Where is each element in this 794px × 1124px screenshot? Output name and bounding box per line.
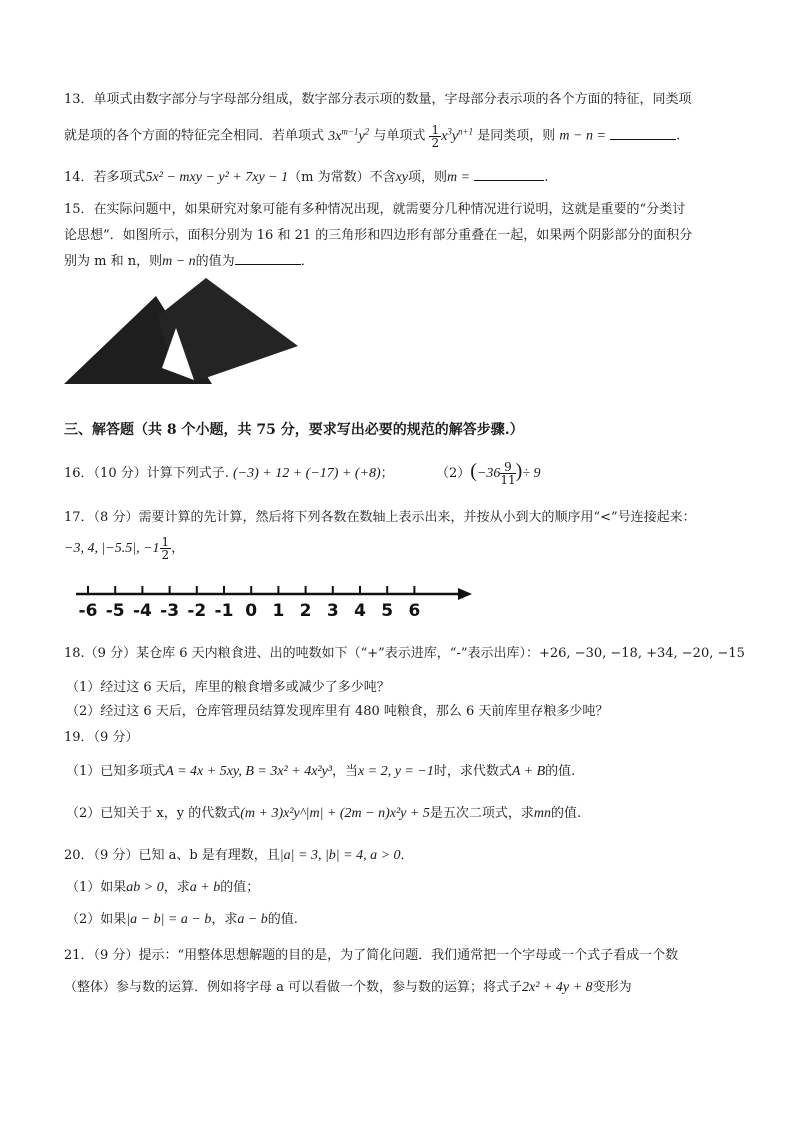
q17-line1: 17．（8 分）需要计算的先计算，然后将下列各数在数轴上表示出来，并按从小到大的顺序用“<”号连接起来：	[64, 510, 696, 525]
axis-tick-label: 6	[408, 601, 421, 621]
axis-tick-label: -1	[214, 601, 234, 621]
overlap-shapes-figure	[62, 276, 302, 388]
q20-part1: （1）如果ab > 0，求a + b的值；	[66, 880, 260, 895]
fraction-half: $\frac{1}{2}$	[431, 122, 440, 150]
polynomial-expr: 5x² − mxy − y² + 7xy − 1	[145, 170, 289, 185]
q13-line1: 13．单项式由数字部分与字母部分组成，数字部分表示项的数量，字母部分表示项的各个方面的特征，同类项	[64, 92, 692, 107]
q15-line1: 15．在实际问题中，如果研究对象可能有多种情况出现，就需要分几种情况进行说明，这就是重要的“分类讨	[64, 202, 686, 217]
q15-line3: 别为 m 和 n，则m − n的值为 ．	[64, 250, 314, 272]
q16-line: 16．（10 分）计算下列式子. (−3) + 12 + (−17) + (+8)； （2）(−36 $\frac{9}{11}$ )÷ 9	[64, 460, 541, 487]
axis-tick-label: 1	[272, 601, 285, 621]
q13-line2: 就是项的各个方面的特征完全相同．若单项式 $3x^{m-1}y^2$ 与单项式 $\frac{1}{2}$ $x^3y^{n+1}$ 是同类项，则 m − n = .	[64, 122, 681, 150]
axis-tick-label: 5	[381, 601, 394, 621]
axis-tick-label: -4	[132, 601, 152, 621]
q21-line1: 21．（9 分）提示：“用整体思想解题的目的是，为了简化问题．我们通常把一个字母或一个式子看成一个数	[64, 948, 679, 963]
axis-tick-label: -3	[160, 601, 180, 621]
axis-tick-label: -2	[187, 601, 207, 621]
q17-numbers: −3, 4, |−5.5|, −1 $\frac{1}{2}$ ，	[64, 535, 185, 562]
number-line-ticks	[79, 586, 421, 621]
answer-blank[interactable]	[235, 250, 301, 265]
monomial-1: $3x^{m-1}y^2$	[328, 126, 370, 144]
q14-line: 14．若多项式5x² − mxy − y² + 7xy − 1（m 为常数）不含xy项，则m = .	[64, 166, 548, 188]
q20-part2: （2）如果|a − b| = a − b，求a − b的值.	[66, 912, 298, 927]
number-line	[74, 580, 474, 622]
q20-line1: 20．（9 分）已知 a、b 是有理数，且|a| = 3, |b| = 4, a > 0．	[64, 848, 414, 863]
section-heading: 三、解答题（共 8 个小题，共 75 分，要求写出必要的规范的解答步骤.）	[64, 422, 524, 438]
q21-line2: （整体）参与数的运算．例如将字母 a 可以看做一个数，参与数的运算；将式子2x² + 4y + 8变形为	[64, 980, 632, 995]
axis-tick-label: -6	[78, 601, 98, 621]
fraction-9-11: $\frac{9}{11}$	[500, 460, 516, 487]
q19-part2: （2）已知关于 x，y 的代数式(m + 3)x²y^|m| + (2m − n)x²y + 5是五次二项式，求mn的值.	[66, 806, 582, 821]
q18-part2: （2）经过这 6 天后，仓库管理员结算发现库里有 480 吨粮食，那么 6 天前库里存粮多少吨？	[66, 704, 609, 719]
axis-tick-label: 4	[354, 601, 366, 621]
monomial-2: $x^3y^{n+1}$	[441, 126, 474, 144]
q19-part1: （1）已知多项式A = 4x + 5xy, B = 3x² + 4x²y³，当x = 2, y = −1时，求代数式A + B的值.	[66, 764, 576, 779]
answer-blank[interactable]	[610, 125, 676, 140]
axis-tick-label: 2	[299, 601, 312, 621]
q15-line2: 论思想”．如图所示，面积分别为 16 和 21 的三角形和四边形有部分重叠在一起，如果两个阴影部分的面积分	[64, 228, 693, 243]
arrow-right-icon	[458, 588, 472, 600]
q18-line1: 18.（9 分）某仓库 6 天内粮食进、出的吨数如下（“+”表示进库，“-”表示出库）：+26, −30, −18, +34, −20, −15	[64, 646, 745, 661]
answer-blank[interactable]	[474, 166, 544, 181]
axis-tick-label: 0	[245, 601, 258, 621]
q18-part1: （1）经过这 6 天后，库里的粮食增多或减少了多少吨？	[66, 680, 390, 695]
axis-tick-label: 3	[326, 601, 339, 621]
fraction-1-2: $\frac{1}{2}$	[161, 535, 170, 562]
expr-1: (−3) + 12 + (−17) + (+8)	[233, 466, 381, 481]
q19-head: 19．（9 分）	[64, 730, 139, 745]
axis-tick-label: -5	[105, 601, 125, 621]
